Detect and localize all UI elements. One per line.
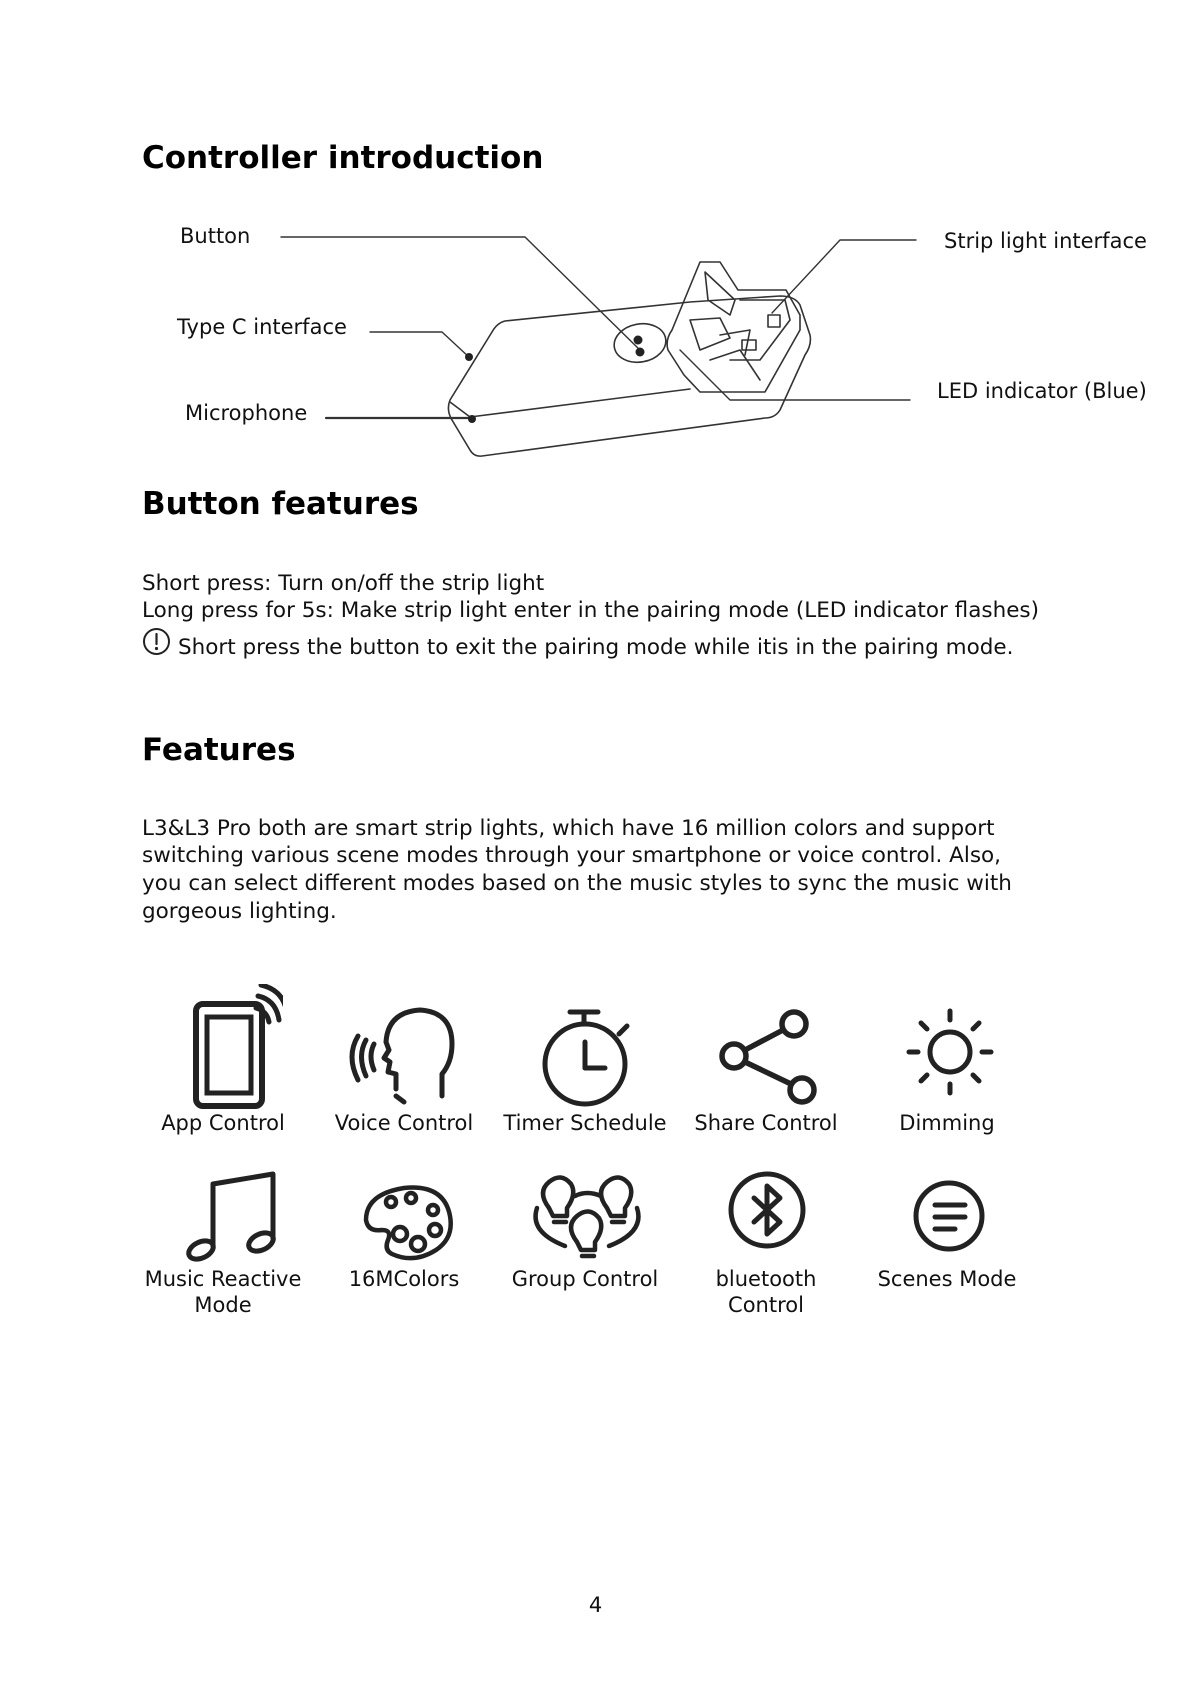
smartphone-wifi-icon	[163, 984, 283, 1110]
menu-lines-icon	[887, 1168, 1007, 1266]
label-led-indicator: LED indicator (Blue)	[937, 379, 1147, 403]
short-press-text: Short press: Turn on/off the strip light	[142, 571, 545, 596]
feature-label: bluetooth Control	[715, 1267, 817, 1317]
feature-label: 16MColors	[348, 1267, 460, 1291]
features-paragraph-line: L3&L3 Pro both are smart strip lights, which have 16 million colors and support	[142, 816, 995, 841]
feature-label: Group Control	[511, 1267, 659, 1291]
label-microphone: Microphone	[185, 401, 308, 425]
share-icon	[706, 984, 826, 1110]
feature-scenes-mode	[857, 1168, 1037, 1292]
controller-body	[448, 296, 810, 456]
feature-label: Music Reactive Mode	[144, 1267, 302, 1317]
feature-dimming	[857, 984, 1037, 1136]
button-features-title: Button features	[142, 486, 419, 522]
pairing-note-text: Short press the button to exit the pairing mode while itis in the pairing mode.	[178, 635, 1014, 660]
bulb-group-icon	[525, 1168, 645, 1266]
feature-music-reactive	[133, 1168, 313, 1318]
features-paragraph-line: you can select different modes based on the music styles to sync the music with	[142, 871, 1012, 896]
label-type-c: Type C interface	[177, 315, 347, 339]
feature-label: Voice Control	[334, 1111, 474, 1135]
bluetooth-icon	[706, 1168, 826, 1266]
sun-icon	[887, 984, 1007, 1110]
feature-label: App Control	[161, 1111, 285, 1135]
exclamation-circle-icon	[142, 627, 171, 660]
feature-label: Scenes Mode	[877, 1267, 1017, 1291]
controller-diagram	[0, 0, 1191, 480]
label-button: Button	[180, 224, 251, 248]
music-note-icon	[163, 1168, 283, 1266]
feature-bluetooth-control	[676, 1168, 856, 1318]
palette-icon	[344, 1168, 464, 1266]
feature-app-control	[133, 984, 313, 1136]
features-paragraph-line: switching various scene modes through your smartphone or voice control. Also,	[142, 843, 1002, 868]
label-strip-interface: Strip light interface	[944, 229, 1147, 253]
page-number: 4	[588, 1593, 603, 1617]
feature-label: Dimming	[899, 1111, 995, 1135]
voice-head-icon	[344, 984, 464, 1110]
feature-16m-colors	[314, 1168, 494, 1292]
feature-label: Timer Schedule	[503, 1111, 667, 1135]
controller-intro-title: Controller introduction	[142, 140, 544, 176]
feature-timer-schedule	[495, 984, 675, 1136]
features-paragraph-line: gorgeous lighting.	[142, 899, 337, 924]
feature-label: Share Control	[694, 1111, 838, 1135]
feature-voice-control	[314, 984, 494, 1136]
long-press-text: Long press for 5s: Make strip light enter in the pairing mode (LED indicator flashes)	[142, 598, 1040, 623]
feature-group-control	[495, 1168, 675, 1292]
feature-share-control	[676, 984, 856, 1136]
features-title: Features	[142, 732, 296, 768]
stopwatch-icon	[525, 984, 645, 1110]
